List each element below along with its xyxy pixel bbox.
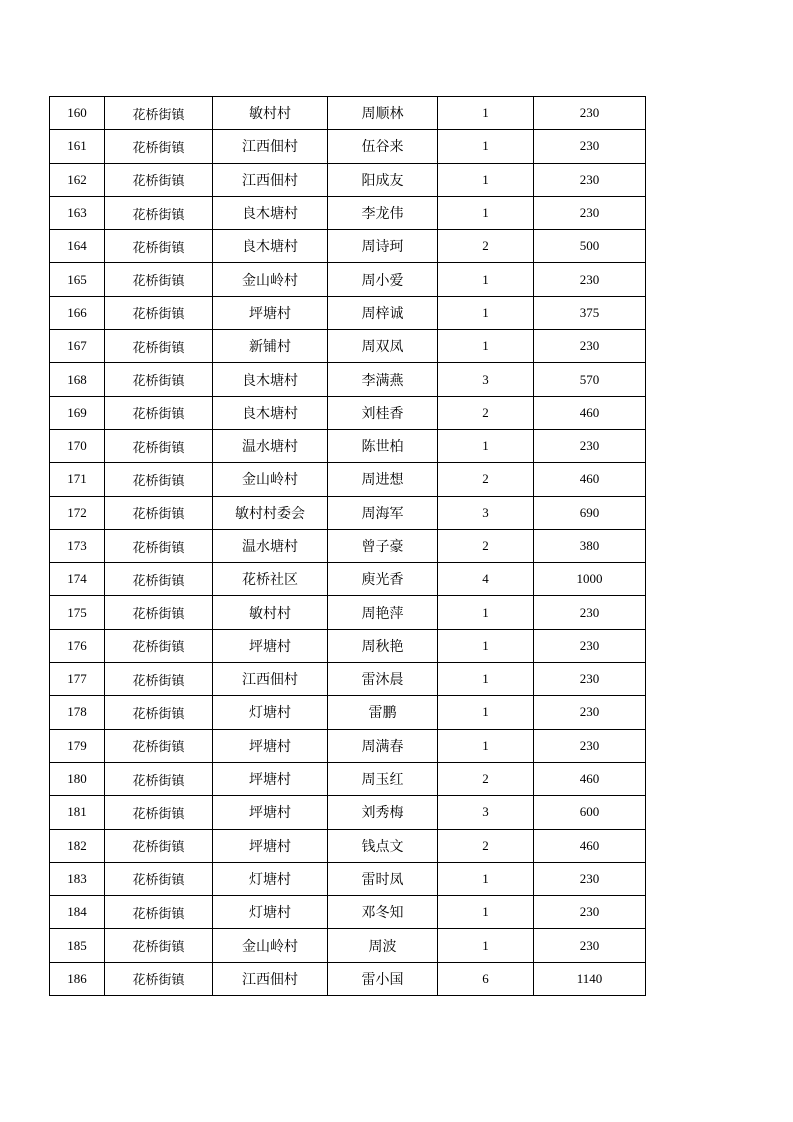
name-cell: 刘桂香 bbox=[328, 396, 438, 429]
table-row bbox=[50, 463, 646, 496]
village-cell: 坪塘村 bbox=[213, 796, 328, 829]
name-cell: 周顺林 bbox=[328, 97, 438, 130]
row-number-cell: 183 bbox=[50, 862, 105, 895]
row-number-cell: 169 bbox=[50, 396, 105, 429]
town-cell: 花桥街镇 bbox=[105, 396, 213, 429]
amount-cell: 500 bbox=[534, 230, 646, 263]
row-number-cell: 163 bbox=[50, 196, 105, 229]
count-cell: 1 bbox=[438, 696, 534, 729]
table-row bbox=[50, 663, 646, 696]
town-cell: 花桥街镇 bbox=[105, 563, 213, 596]
town-cell: 花桥街镇 bbox=[105, 230, 213, 263]
row-number-cell: 166 bbox=[50, 296, 105, 329]
village-cell: 坪塘村 bbox=[213, 296, 328, 329]
count-cell: 1 bbox=[438, 729, 534, 762]
town-cell: 花桥街镇 bbox=[105, 629, 213, 662]
row-number-cell: 186 bbox=[50, 962, 105, 995]
table-row bbox=[50, 862, 646, 895]
row-number-cell: 162 bbox=[50, 163, 105, 196]
village-cell: 坪塘村 bbox=[213, 829, 328, 862]
village-cell: 良木塘村 bbox=[213, 196, 328, 229]
amount-cell: 230 bbox=[534, 596, 646, 629]
amount-cell: 460 bbox=[534, 762, 646, 795]
table-row bbox=[50, 796, 646, 829]
name-cell: 陈世柏 bbox=[328, 429, 438, 462]
count-cell: 3 bbox=[438, 796, 534, 829]
table-row bbox=[50, 529, 646, 562]
amount-cell: 230 bbox=[534, 896, 646, 929]
table-row bbox=[50, 596, 646, 629]
row-number-cell: 176 bbox=[50, 629, 105, 662]
name-cell: 周秋艳 bbox=[328, 629, 438, 662]
row-number-cell: 185 bbox=[50, 929, 105, 962]
row-number-cell: 172 bbox=[50, 496, 105, 529]
count-cell: 2 bbox=[438, 463, 534, 496]
town-cell: 花桥街镇 bbox=[105, 130, 213, 163]
amount-cell: 230 bbox=[534, 629, 646, 662]
table-row bbox=[50, 163, 646, 196]
amount-cell: 230 bbox=[534, 696, 646, 729]
name-cell: 周小爱 bbox=[328, 263, 438, 296]
row-number-cell: 178 bbox=[50, 696, 105, 729]
village-cell: 良木塘村 bbox=[213, 396, 328, 429]
row-number-cell: 173 bbox=[50, 529, 105, 562]
town-cell: 花桥街镇 bbox=[105, 829, 213, 862]
amount-cell: 690 bbox=[534, 496, 646, 529]
name-cell: 李龙伟 bbox=[328, 196, 438, 229]
village-cell: 良木塘村 bbox=[213, 363, 328, 396]
row-number-cell: 165 bbox=[50, 263, 105, 296]
row-number-cell: 179 bbox=[50, 729, 105, 762]
count-cell: 1 bbox=[438, 663, 534, 696]
count-cell: 1 bbox=[438, 596, 534, 629]
town-cell: 花桥街镇 bbox=[105, 330, 213, 363]
name-cell: 雷时凤 bbox=[328, 862, 438, 895]
table-row bbox=[50, 929, 646, 962]
count-cell: 1 bbox=[438, 629, 534, 662]
town-cell: 花桥街镇 bbox=[105, 97, 213, 130]
town-cell: 花桥街镇 bbox=[105, 296, 213, 329]
row-number-cell: 171 bbox=[50, 463, 105, 496]
amount-cell: 1000 bbox=[534, 563, 646, 596]
count-cell: 1 bbox=[438, 196, 534, 229]
amount-cell: 460 bbox=[534, 396, 646, 429]
table-row bbox=[50, 97, 646, 130]
amount-cell: 230 bbox=[534, 330, 646, 363]
row-number-cell: 182 bbox=[50, 829, 105, 862]
name-cell: 周双凤 bbox=[328, 330, 438, 363]
count-cell: 4 bbox=[438, 563, 534, 596]
name-cell: 周玉红 bbox=[328, 762, 438, 795]
amount-cell: 230 bbox=[534, 729, 646, 762]
table-row bbox=[50, 696, 646, 729]
village-cell: 敏村村委会 bbox=[213, 496, 328, 529]
amount-cell: 230 bbox=[534, 929, 646, 962]
town-cell: 花桥街镇 bbox=[105, 263, 213, 296]
count-cell: 1 bbox=[438, 330, 534, 363]
row-number-cell: 170 bbox=[50, 429, 105, 462]
row-number-cell: 174 bbox=[50, 563, 105, 596]
town-cell: 花桥街镇 bbox=[105, 529, 213, 562]
amount-cell: 230 bbox=[534, 263, 646, 296]
name-cell: 钱点文 bbox=[328, 829, 438, 862]
table-row bbox=[50, 429, 646, 462]
count-cell: 1 bbox=[438, 929, 534, 962]
town-cell: 花桥街镇 bbox=[105, 463, 213, 496]
name-cell: 周艳萍 bbox=[328, 596, 438, 629]
count-cell: 1 bbox=[438, 862, 534, 895]
table-row bbox=[50, 896, 646, 929]
table-row bbox=[50, 829, 646, 862]
name-cell: 庾光香 bbox=[328, 563, 438, 596]
village-cell: 新铺村 bbox=[213, 330, 328, 363]
village-cell: 江西佃村 bbox=[213, 163, 328, 196]
amount-cell: 230 bbox=[534, 862, 646, 895]
table-row bbox=[50, 296, 646, 329]
name-cell: 刘秀梅 bbox=[328, 796, 438, 829]
amount-cell: 230 bbox=[534, 163, 646, 196]
town-cell: 花桥街镇 bbox=[105, 896, 213, 929]
name-cell: 邓冬知 bbox=[328, 896, 438, 929]
data-table bbox=[49, 96, 646, 996]
count-cell: 1 bbox=[438, 163, 534, 196]
count-cell: 1 bbox=[438, 896, 534, 929]
amount-cell: 375 bbox=[534, 296, 646, 329]
town-cell: 花桥街镇 bbox=[105, 163, 213, 196]
count-cell: 2 bbox=[438, 762, 534, 795]
town-cell: 花桥街镇 bbox=[105, 962, 213, 995]
village-cell: 金山岭村 bbox=[213, 463, 328, 496]
town-cell: 花桥街镇 bbox=[105, 663, 213, 696]
row-number-cell: 180 bbox=[50, 762, 105, 795]
amount-cell: 460 bbox=[534, 463, 646, 496]
name-cell: 李满燕 bbox=[328, 363, 438, 396]
row-number-cell: 184 bbox=[50, 896, 105, 929]
row-number-cell: 177 bbox=[50, 663, 105, 696]
row-number-cell: 167 bbox=[50, 330, 105, 363]
table-row bbox=[50, 629, 646, 662]
village-cell: 花桥社区 bbox=[213, 563, 328, 596]
table-row bbox=[50, 263, 646, 296]
village-cell: 坪塘村 bbox=[213, 629, 328, 662]
village-cell: 江西佃村 bbox=[213, 130, 328, 163]
count-cell: 2 bbox=[438, 829, 534, 862]
row-number-cell: 160 bbox=[50, 97, 105, 130]
name-cell: 周海军 bbox=[328, 496, 438, 529]
village-cell: 灯塘村 bbox=[213, 696, 328, 729]
name-cell: 雷小国 bbox=[328, 962, 438, 995]
village-cell: 坪塘村 bbox=[213, 729, 328, 762]
amount-cell: 230 bbox=[534, 196, 646, 229]
table-row bbox=[50, 363, 646, 396]
town-cell: 花桥街镇 bbox=[105, 429, 213, 462]
amount-cell: 230 bbox=[534, 130, 646, 163]
count-cell: 3 bbox=[438, 496, 534, 529]
row-number-cell: 161 bbox=[50, 130, 105, 163]
name-cell: 周满春 bbox=[328, 729, 438, 762]
name-cell: 曾子豪 bbox=[328, 529, 438, 562]
village-cell: 金山岭村 bbox=[213, 263, 328, 296]
name-cell: 周梓诚 bbox=[328, 296, 438, 329]
name-cell: 雷沐晨 bbox=[328, 663, 438, 696]
village-cell: 温水塘村 bbox=[213, 429, 328, 462]
count-cell: 1 bbox=[438, 296, 534, 329]
row-number-cell: 181 bbox=[50, 796, 105, 829]
amount-cell: 460 bbox=[534, 829, 646, 862]
count-cell: 2 bbox=[438, 396, 534, 429]
town-cell: 花桥街镇 bbox=[105, 496, 213, 529]
village-cell: 坪塘村 bbox=[213, 762, 328, 795]
village-cell: 良木塘村 bbox=[213, 230, 328, 263]
table-row bbox=[50, 729, 646, 762]
table-row bbox=[50, 230, 646, 263]
town-cell: 花桥街镇 bbox=[105, 729, 213, 762]
town-cell: 花桥街镇 bbox=[105, 696, 213, 729]
town-cell: 花桥街镇 bbox=[105, 929, 213, 962]
row-number-cell: 175 bbox=[50, 596, 105, 629]
table-row bbox=[50, 396, 646, 429]
count-cell: 1 bbox=[438, 130, 534, 163]
village-cell: 江西佃村 bbox=[213, 962, 328, 995]
village-cell: 敏村村 bbox=[213, 97, 328, 130]
amount-cell: 380 bbox=[534, 529, 646, 562]
amount-cell: 230 bbox=[534, 429, 646, 462]
village-cell: 金山岭村 bbox=[213, 929, 328, 962]
row-number-cell: 164 bbox=[50, 230, 105, 263]
name-cell: 阳成友 bbox=[328, 163, 438, 196]
town-cell: 花桥街镇 bbox=[105, 862, 213, 895]
table-row bbox=[50, 496, 646, 529]
table-body bbox=[50, 97, 646, 996]
count-cell: 1 bbox=[438, 97, 534, 130]
amount-cell: 600 bbox=[534, 796, 646, 829]
town-cell: 花桥街镇 bbox=[105, 796, 213, 829]
amount-cell: 570 bbox=[534, 363, 646, 396]
name-cell: 伍谷来 bbox=[328, 130, 438, 163]
count-cell: 2 bbox=[438, 230, 534, 263]
count-cell: 1 bbox=[438, 429, 534, 462]
table-row bbox=[50, 762, 646, 795]
count-cell: 1 bbox=[438, 263, 534, 296]
table-row bbox=[50, 563, 646, 596]
table-row bbox=[50, 196, 646, 229]
amount-cell: 230 bbox=[534, 97, 646, 130]
name-cell: 周诗珂 bbox=[328, 230, 438, 263]
amount-cell: 1140 bbox=[534, 962, 646, 995]
table-row bbox=[50, 130, 646, 163]
village-cell: 灯塘村 bbox=[213, 896, 328, 929]
row-number-cell: 168 bbox=[50, 363, 105, 396]
town-cell: 花桥街镇 bbox=[105, 762, 213, 795]
village-cell: 江西佃村 bbox=[213, 663, 328, 696]
village-cell: 温水塘村 bbox=[213, 529, 328, 562]
table-row bbox=[50, 330, 646, 363]
village-cell: 敏村村 bbox=[213, 596, 328, 629]
town-cell: 花桥街镇 bbox=[105, 196, 213, 229]
count-cell: 2 bbox=[438, 529, 534, 562]
town-cell: 花桥街镇 bbox=[105, 596, 213, 629]
name-cell: 周进想 bbox=[328, 463, 438, 496]
name-cell: 雷鹏 bbox=[328, 696, 438, 729]
table-row bbox=[50, 962, 646, 995]
name-cell: 周波 bbox=[328, 929, 438, 962]
count-cell: 3 bbox=[438, 363, 534, 396]
count-cell: 6 bbox=[438, 962, 534, 995]
village-cell: 灯塘村 bbox=[213, 862, 328, 895]
town-cell: 花桥街镇 bbox=[105, 363, 213, 396]
amount-cell: 230 bbox=[534, 663, 646, 696]
